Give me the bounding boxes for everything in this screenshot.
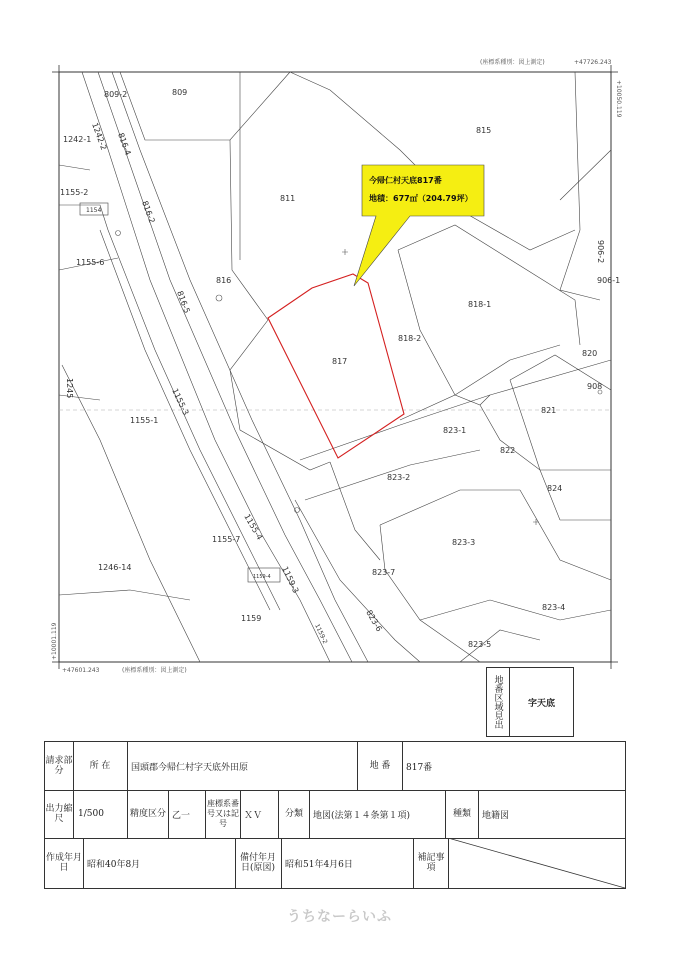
lbl-809: 809 [172,88,188,97]
lot-value: 817番 [406,762,433,773]
lbl-1246-14: 1246-14 [98,563,132,572]
bottom-note: (座標系種別：図上測定) [122,667,187,674]
lbl-906-2: 906-2 [596,240,605,264]
lbl-818-1: 818-1 [468,300,492,309]
scale-label: 出力縮尺 [45,804,73,824]
request-label: 請求部分 [45,756,73,776]
lbl-823-6: 823-6 [364,608,384,634]
lbl-1242-1: 1242-1 [63,135,92,144]
lot-label: 地 番 [369,761,391,771]
lbl-1245: 1245 [65,378,74,399]
lbl-823-3: 823-3 [452,538,476,547]
precision-label: 精度区分 [129,809,166,819]
callout-line2: 地積：677㎡（204.79坪） [369,194,473,203]
scale-value: 1/500 [78,809,104,819]
made-label: 作成年月日 [45,853,82,873]
lbl-817: 817 [332,357,348,366]
lbl-1155-6: 1155-6 [76,258,105,267]
lbl-823-5: 823-5 [468,640,492,649]
lbl-1159-2: 1159-2 [313,622,329,646]
left-coord: +10001.119 [51,622,58,660]
lbl-820: 820 [582,349,598,358]
area-heading-name: 字天底 [527,698,555,709]
top-coord: +47726.243 [574,59,612,66]
class-value: 地図(法第１４条第１項) [313,810,411,821]
lbl-818-2: 818-2 [398,334,422,343]
lbl-822: 822 [500,446,516,455]
lbl-1159-3: 1159-3 [280,565,301,595]
coord-value: ＸＶ [244,810,263,821]
location-value: 国頭郡今帰仁村字天底外田原 [131,762,249,773]
lbl-816-5: 816-5 [175,289,192,315]
lbl-1154: 1154 [86,207,102,214]
callout-bubble [354,165,484,286]
lbl-809-2: 809-2 [104,90,128,99]
kind-value: 地籍図 [482,810,510,821]
lbl-823-2: 823-2 [387,473,411,482]
remarks-label: 補記事項 [417,853,445,873]
lbl-816-4: 816-4 [116,131,133,157]
lbl-1155-7: 1155-7 [212,535,241,544]
lbl-824: 824 [547,484,563,493]
lbl-823-7: 823-7 [372,568,396,577]
remarks-strike [448,838,625,888]
target-parcel-817 [268,274,404,458]
table-row [45,742,625,791]
callout-line1: 今帰仁村天底817番 [369,176,442,185]
lbl-1155-4: 1155-4 [242,512,265,542]
lbl-823-1: 823-1 [443,426,467,435]
class-label: 分類 [284,809,303,819]
lbl-1242-2: 1242-2 [90,121,109,152]
lbl-821: 821 [541,406,557,415]
lbl-823-4: 823-4 [542,603,566,612]
lbl-1159: 1159 [241,614,262,623]
area-heading-box [486,667,574,737]
right-coord: +10050.119 [615,80,622,118]
location-label: 所 在 [89,761,111,771]
attach-value: 昭和51年4月6日 [285,859,353,870]
lbl-1155-1: 1155-1 [130,416,159,425]
area-heading-label: 地番区域見出 [487,668,510,736]
kind-label: 種類 [452,809,471,819]
parcel-boundaries [59,72,611,662]
bottom-coord: +47601.243 [62,667,100,674]
map-frame [59,72,611,662]
watermark-logo: うちなーらいふ [287,909,392,925]
lbl-1155-3: 1155-3 [170,387,191,417]
top-note: (座標系種別：図上測定) [480,59,545,66]
lbl-1159-4: 1159-4 [253,574,271,580]
lbl-816: 816 [216,276,232,285]
precision-value: 乙一 [172,810,191,821]
table-row [45,838,625,888]
lbl-815: 815 [476,126,492,135]
parcel-labels [60,88,620,649]
lbl-811: 811 [280,194,296,203]
info-table [44,741,626,889]
lbl-906-1: 906-1 [597,276,621,285]
lbl-1155-2: 1155-2 [60,188,89,197]
attach-label: 備付年月日(原図) [239,853,276,873]
lbl-816-2: 816-2 [140,199,157,225]
table-row [45,790,625,839]
lbl-908: 908 [587,382,603,391]
coord-label: 座標系番号又は記号 [207,799,239,828]
made-value: 昭和40年8月 [87,859,141,870]
